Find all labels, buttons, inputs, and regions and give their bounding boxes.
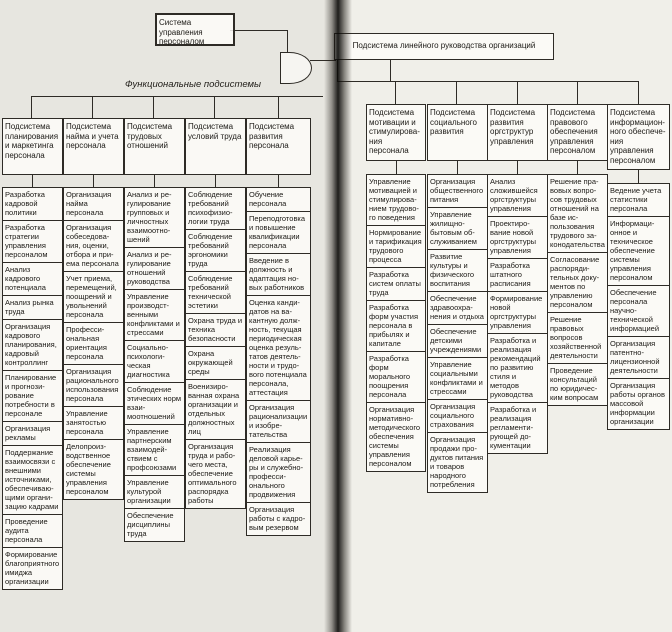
- connector-line: [230, 30, 288, 31]
- subsystem-header-box: Подсистема развития оргструктур управления: [487, 104, 548, 161]
- subsystem-column: [547, 104, 608, 406]
- function-box: Проведение аудита персонала: [2, 514, 63, 548]
- function-box: Делопроизводственное обеспечение системы управления персоналом: [63, 439, 124, 500]
- function-box: Управление социальными конфликтами и стрессами: [427, 357, 488, 400]
- function-box: Поддержание взаимосвязи с внешними источниками, обеспечивающими организацию кадрами: [2, 445, 63, 515]
- function-box: Соблюдение этических норм взаимоотношений: [124, 382, 185, 425]
- function-box: Разработка форм морального поощрения персонала: [366, 351, 426, 403]
- connector-line: [337, 81, 639, 82]
- subsystem-column: [366, 104, 426, 472]
- connector-line: [31, 96, 323, 97]
- function-box: Управление партнерским взаимодействием с профсоюзами: [124, 424, 185, 476]
- function-box: Переподготовка и повышение квалификации персонала: [246, 211, 311, 254]
- function-box: Обеспечение персонала научно-технической информацией: [607, 285, 670, 337]
- subsystem-header-box: Подсистема трудовых отношений: [124, 118, 185, 175]
- function-box: Обучение персонала: [246, 187, 311, 212]
- function-box: Проектирование новой оргструктуры управления: [487, 216, 548, 259]
- function-box: Согласование распорядительных документов по управлению персоналом: [547, 252, 608, 313]
- connector-line: [390, 60, 391, 82]
- function-box: Организация рекламы: [2, 421, 63, 446]
- connector-line: [396, 161, 397, 175]
- book-spine: [324, 0, 352, 632]
- function-box: Решение правовых вопросов трудовых отношений на базе использования трудового законодательства: [547, 174, 608, 253]
- connector-line: [395, 81, 396, 104]
- subsystem-column: [487, 104, 548, 454]
- function-box: Организация патентно-лицензионной деятельности: [607, 336, 670, 379]
- subsystem-header-box: Подсистема развития персонала: [246, 118, 311, 175]
- function-box: Соблюдение требований технической эстетики: [185, 271, 246, 314]
- connector-line: [92, 96, 93, 118]
- function-box: Организация социального страхования: [427, 399, 488, 433]
- function-box: Разработка систем оплаты труда: [366, 267, 426, 301]
- subsystem-column: [124, 118, 185, 542]
- function-box: Анализ кадрового потенциала: [2, 262, 63, 296]
- function-box: Профессиональная ориентация персонала: [63, 322, 124, 365]
- function-box: Анализ и регулирование отношений руководства: [124, 247, 185, 290]
- function-box: Соблюдение требований эргономики труда: [185, 229, 246, 272]
- subsystem-column: [246, 118, 311, 536]
- function-box: Организация собеседования, оценки, отбора и приема персонала: [63, 220, 124, 272]
- connector-line: [456, 81, 457, 104]
- connector-line: [31, 96, 32, 118]
- function-box: Социально-психологическая диагностика: [124, 340, 185, 383]
- function-box: Обеспечение дисциплины труда: [124, 508, 185, 542]
- function-box: Организация рационального использования персонала: [63, 364, 124, 407]
- subsystem-header-box: Подсистема мотивации и стимулирования персонала: [366, 104, 426, 161]
- subsystem-column: [607, 104, 670, 430]
- connector-line: [638, 170, 639, 184]
- function-box: Организация кадрового планирования, кадровый контроллинг: [2, 319, 63, 371]
- function-box: Оценка кандидатов на вакантную должность, текущая периодическая оценка результатов деятельности и трудового потенциала персонала, аттестация: [246, 295, 311, 401]
- connector-line: [638, 81, 639, 104]
- subsystem-header-box: Подсистема правового обеспечения управления персоналом: [547, 104, 608, 161]
- function-box: Нормирование и тарификация трудового процесса: [366, 225, 426, 268]
- function-box: Анализ и регулирование групповых и личностных взаимоотношений: [124, 187, 185, 248]
- subsystem-header-box: Подсистема информационного обеспечения управления персоналом: [607, 104, 670, 170]
- function-box: Организация труда и рабочего места, обеспечение оптимального распорядка работы: [185, 439, 246, 509]
- function-box: Разработка форм участия персонала в прибылях и капитале: [366, 300, 426, 352]
- subsystem-header-box: Подсистема условий труда: [185, 118, 246, 175]
- subsystem-column: [2, 118, 63, 590]
- function-box: Разработка кадровой политики: [2, 187, 63, 221]
- connector-line: [577, 161, 578, 175]
- linear-subsystem-box: Подсистема линейного руководства организаций: [334, 33, 554, 60]
- connector-line: [457, 161, 458, 175]
- subsystem-header-box: Подсистема планирования и маркетинга персонала: [2, 118, 63, 175]
- function-box: Управление мотивацией и стимулированием трудового поведения: [366, 174, 426, 226]
- subsystem-header-box: Подсистема социального развития: [427, 104, 488, 161]
- function-box: Организация работы органов массовой информации организации: [607, 378, 670, 430]
- function-box: Проведение консультаций по юридическим вопросам: [547, 363, 608, 406]
- function-box: Разработка и реализация рекомендаций по развитию стиля и методов руководства: [487, 333, 548, 403]
- connector-line: [577, 81, 578, 104]
- function-box: Обеспечение здравоохранения и отдыха: [427, 291, 488, 325]
- function-box: Планирование и прогнозирование потребности в персонале: [2, 370, 63, 422]
- function-box: Военизированная охрана организации и отдельных должностных лиц: [185, 379, 246, 440]
- subsystem-column: [427, 104, 488, 493]
- subsystem-header-box: Подсистема найма и учета персонала: [63, 118, 124, 175]
- function-box: Анализ рынка труда: [2, 295, 63, 320]
- function-box: Организация работы с кадровым резервом: [246, 502, 311, 536]
- function-box: Разработка стратегии управления персоналом: [2, 220, 63, 263]
- function-box: Анализ сложившейся оргструктуры управления: [487, 174, 548, 217]
- system-title-box: Система управления персоналом: [155, 13, 235, 46]
- functional-subsystems-label: Функциональные подсистемы: [125, 79, 262, 90]
- function-box: Введение в должность и адаптация новых работников: [246, 253, 311, 296]
- function-box: Информационное и техническое обеспечение системы управления персоналом: [607, 216, 670, 286]
- function-box: Реализация деловой карьеры и служебно-профессионального продвижения: [246, 442, 311, 503]
- function-box: Организация общественного питания: [427, 174, 488, 208]
- function-box: Учет приема, перемещений, поощрений и увольнений персонала: [63, 271, 124, 323]
- function-box: Охрана окружающей среды: [185, 346, 246, 380]
- function-box: Разработка штатного расписания: [487, 258, 548, 292]
- function-box: Соблюдение требований психофизиологии труда: [185, 187, 246, 230]
- function-box: Формирование новой оргструктуры управления: [487, 291, 548, 334]
- connector-line: [214, 96, 215, 118]
- subsystem-column: [63, 118, 124, 500]
- function-box: Организация найма персонала: [63, 187, 124, 221]
- connector-line: [517, 81, 518, 104]
- function-box: Организация рационализации и изобретательства: [246, 400, 311, 443]
- function-box: Организация нормативно-методического обеспечения системы управления персоналом: [366, 402, 426, 472]
- connector-line: [278, 96, 279, 118]
- function-box: Решение правовых вопросов хозяйственной деятельности: [547, 312, 608, 364]
- connector-line: [153, 96, 154, 118]
- function-box: Управление занятостью персонала: [63, 406, 124, 440]
- connector-line: [517, 161, 518, 175]
- function-box: Охрана труда и техника безопасности: [185, 313, 246, 347]
- subsystem-column: [185, 118, 246, 509]
- function-box: Формирование благоприятного имиджа организации: [2, 547, 63, 590]
- function-box: Управление культурой организации: [124, 475, 185, 509]
- function-box: Ведение учета статистики персонала: [607, 183, 670, 217]
- function-box: Управление производственными конфликтами и стрессами: [124, 289, 185, 341]
- function-box: Обеспечение детскими учреждениями: [427, 324, 488, 358]
- function-box: Разработка и реализация регламентирующей документации: [487, 402, 548, 454]
- function-box: Развитие культуры и физического воспитания: [427, 249, 488, 292]
- function-box: Управление жилищно-бытовым обслуживанием: [427, 207, 488, 250]
- function-box: Организация продажи продуктов питания и товаров народного потребления: [427, 432, 488, 493]
